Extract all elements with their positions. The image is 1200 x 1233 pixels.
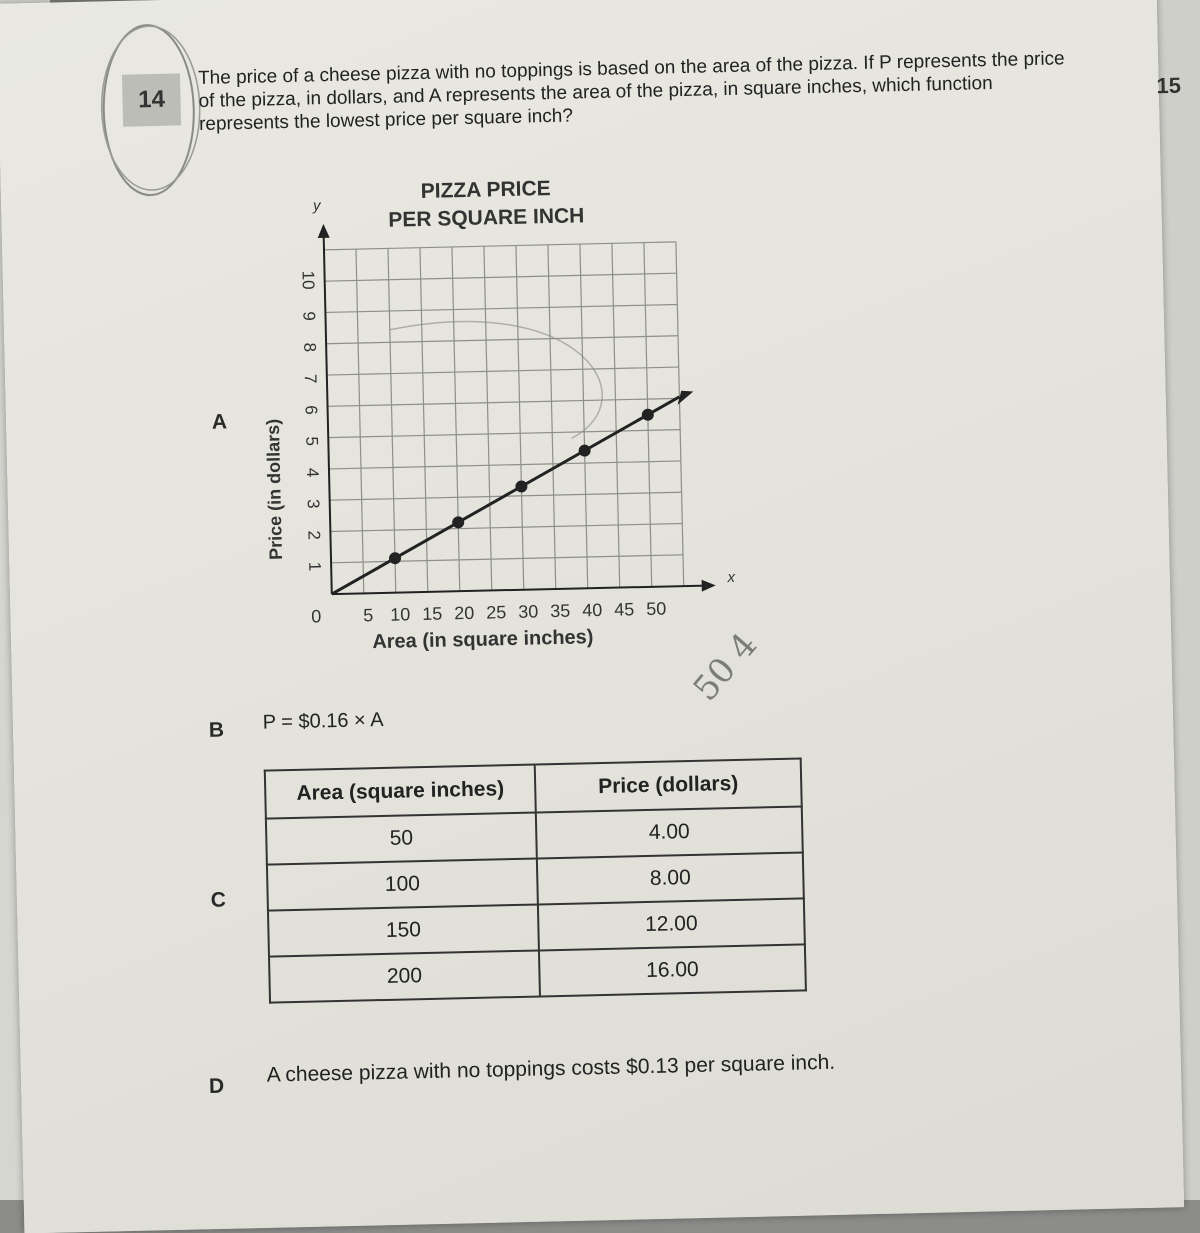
x-tick-label: 50 (645, 598, 667, 619)
choice-b-label[interactable]: B (208, 718, 225, 742)
next-question-number: 15 (1156, 72, 1182, 99)
grid-line-horizontal (327, 367, 679, 375)
choice-c-table (264, 757, 807, 1003)
table-cell-price: 4.00 (536, 806, 803, 858)
x-tick-label: 20 (454, 602, 475, 624)
grid-line-vertical (452, 247, 460, 591)
x-axis-letter: x (727, 568, 736, 587)
x-tick-label: 40 (581, 599, 603, 621)
table-cell-area: 150 (268, 904, 539, 956)
table-cell-area: 200 (269, 950, 540, 1002)
chart-title-line2: PER SQUARE INCH (388, 204, 585, 232)
x-tick-label: 30 (518, 601, 539, 622)
grid-line-vertical (580, 244, 588, 588)
grid-line-horizontal (330, 524, 682, 532)
y-axis-letter: y (312, 197, 321, 215)
grid-line-horizontal (331, 555, 683, 563)
y-tick-label: 10 (298, 270, 318, 290)
grid-line-horizontal (326, 336, 678, 344)
x-tick-label: 15 (422, 603, 443, 625)
y-tick-label: 6 (301, 405, 321, 415)
data-point (389, 552, 401, 564)
x-axis-line (332, 586, 706, 594)
grid-line-vertical (356, 249, 364, 593)
y-tick-label: 7 (300, 373, 321, 384)
x-tick-label: 5 (363, 605, 374, 626)
question-text: The price of a cheese pizza with no toppings is based on the area of the pizza. If P represents the price of the pizza, in dollars, and A represents the area of the pizza, in square inches, which function represents the lowest price per square inch? (197, 48, 1065, 135)
table-cell-area: 100 (267, 858, 538, 910)
grid-line-vertical (484, 246, 492, 590)
y-axis-arrow (317, 224, 329, 238)
grid-line-horizontal (325, 304, 677, 312)
choice-b-text: P = $0.16 × A (262, 708, 384, 734)
y-tick-label: 9 (299, 311, 319, 322)
choice-d-text: A cheese pizza with no toppings costs $0.13 per square inch. (266, 1050, 836, 1087)
grid-line-vertical (516, 246, 524, 590)
y-axis-label: Price (in dollars) (262, 418, 287, 561)
grid-line-horizontal (328, 430, 680, 438)
x-axis-arrow (702, 579, 716, 591)
question-number-badge (122, 73, 181, 126)
choice-c-label[interactable]: C (210, 888, 227, 912)
grid-line-horizontal (325, 273, 677, 281)
grid-line-vertical (612, 243, 620, 587)
grid-line-vertical (676, 242, 684, 586)
handwritten-note: 50 4 (685, 625, 766, 709)
grid-line-horizontal (329, 461, 681, 469)
x-tick-label: 45 (613, 599, 635, 620)
grid-line-horizontal (328, 398, 680, 406)
question-number: 14 (137, 85, 166, 114)
table-cell-price: 8.00 (537, 852, 804, 904)
x-tick-label: 25 (486, 602, 507, 623)
table-cell-price: 12.00 (538, 898, 805, 950)
table-header-area: Area (square inches) (265, 765, 536, 819)
table-header-price: Price (dollars) (535, 758, 802, 812)
table-cell-price: 16.00 (539, 944, 806, 996)
choice-d-label[interactable]: D (208, 1074, 225, 1098)
grid-line-horizontal (324, 242, 676, 250)
origin-label: 0 (311, 606, 322, 627)
y-tick-label: 1 (305, 561, 325, 572)
data-point (578, 444, 590, 456)
y-tick-label: 4 (302, 467, 323, 478)
data-point (642, 409, 654, 421)
pizza-price-chart (240, 156, 771, 668)
y-tick-label: 3 (303, 498, 323, 509)
y-axis-line (324, 232, 332, 594)
y-tick-label: 8 (300, 342, 320, 353)
table-cell-area: 50 (266, 813, 537, 865)
data-point (515, 480, 527, 492)
x-tick-label: 35 (549, 600, 571, 622)
data-line (328, 397, 684, 594)
x-tick-label: 10 (390, 604, 411, 625)
x-axis-label: Area (in square inches) (372, 626, 594, 654)
y-tick-label: 2 (304, 530, 324, 541)
grid-line-vertical (388, 248, 396, 592)
choice-a-label[interactable]: A (211, 410, 228, 434)
grid-line-vertical (548, 245, 556, 589)
data-point (452, 516, 464, 528)
chart-title-line1: PIZZA PRICE (420, 177, 551, 203)
chart-marks (326, 316, 698, 594)
y-tick-label: 5 (302, 436, 322, 447)
chart-grid (324, 242, 684, 594)
